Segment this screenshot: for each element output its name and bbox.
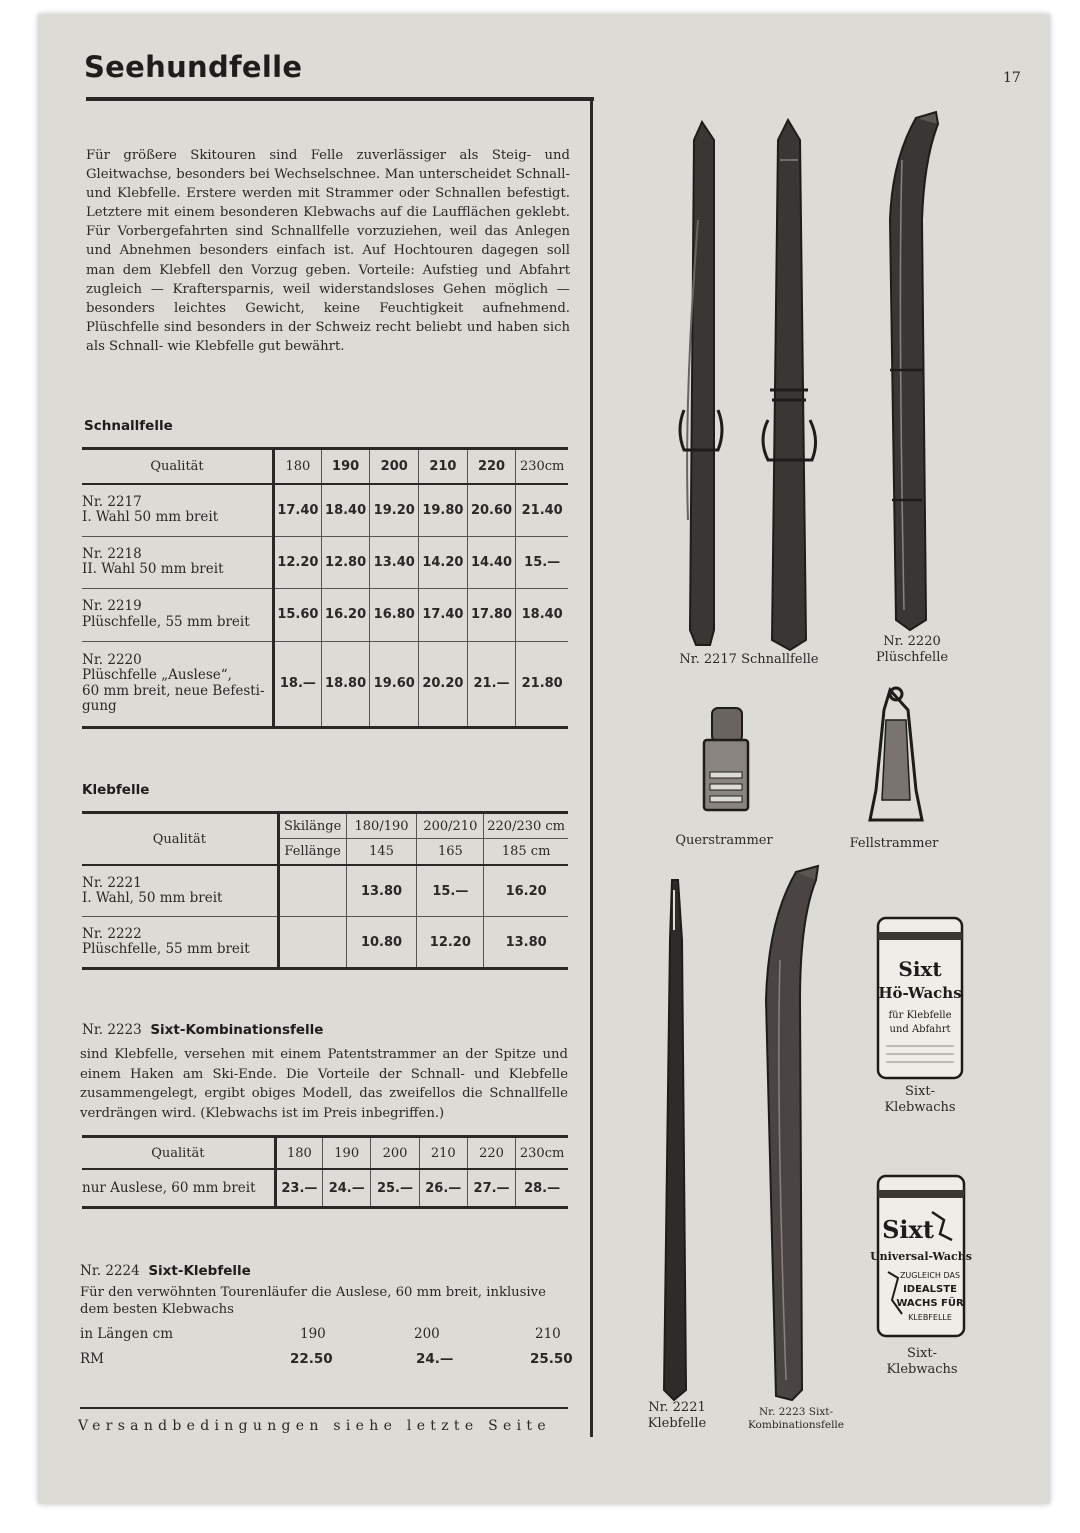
- skilaenge-label: Skilänge: [278, 813, 346, 839]
- kombination-table: [82, 1135, 568, 1209]
- caption-line: Nr. 2220: [883, 634, 941, 649]
- footer-text: Versandbedingungen siehe letzte Seite: [78, 1418, 551, 1434]
- price-cell: 25.50: [530, 1351, 573, 1367]
- table-row: [82, 484, 568, 536]
- price-cell: 19.20: [370, 484, 419, 536]
- caption-nr2217: Nr. 2217 Schnallfelle: [679, 652, 819, 667]
- price-cell: 13.80: [484, 917, 568, 969]
- length-value: 210: [535, 1326, 561, 1342]
- price-cell: 10.80: [346, 917, 417, 969]
- tin-brand: Sixt: [882, 1215, 934, 1244]
- empty-cell: [278, 865, 346, 917]
- item-desc: II. Wahl 50 mm breit: [82, 561, 224, 577]
- item-number: Nr. 2218: [82, 545, 142, 562]
- price-cell: 20.20: [419, 641, 468, 727]
- size-header: 190: [321, 449, 370, 485]
- price-cell: 19.60: [370, 641, 419, 727]
- empty-cell: [278, 917, 346, 969]
- caption-line: Klebfelle: [647, 1416, 707, 1431]
- caption-klebwachs-1: [868, 1084, 972, 1116]
- length-value: 190: [300, 1326, 326, 1342]
- caption-nr2220: [862, 634, 962, 666]
- title-rule: [86, 97, 594, 101]
- price-cell: 24.—: [323, 1169, 371, 1208]
- price-cell: 20.60: [467, 484, 516, 536]
- quality-header: Qualität: [82, 813, 278, 866]
- caption-nr2221: [632, 1400, 722, 1432]
- price-cell: 25.—: [371, 1169, 419, 1208]
- length-value: 200: [414, 1326, 440, 1342]
- price-cell: 16.20: [484, 865, 568, 917]
- wax-tin-ho-wachs: [878, 918, 962, 1078]
- kombination-heading: Sixt-Kombinationsfelle: [150, 1022, 324, 1038]
- item-desc: gung: [82, 698, 117, 714]
- size-header: 200: [371, 1137, 419, 1170]
- table-row: [82, 536, 568, 588]
- price-cell: 21.40: [516, 484, 568, 536]
- skilaenge-value: 220/230 cm: [484, 813, 568, 839]
- tin-line: und Abfahrt: [889, 1024, 951, 1035]
- price-cell: 26.—: [419, 1169, 467, 1208]
- klebfelle-table: [82, 811, 568, 970]
- tin-line: ZUGLEICH DAS: [899, 1271, 961, 1280]
- caption-line: Nr. 2221: [648, 1400, 706, 1415]
- klebfelle-heading: Klebfelle: [82, 782, 150, 798]
- price-cell: 23.—: [275, 1169, 322, 1208]
- size-header: 210: [419, 1137, 467, 1170]
- item-number: Nr. 2217: [82, 493, 142, 510]
- sixt-klebfelle-title: [80, 1263, 251, 1279]
- price-cell: 18.40: [516, 588, 568, 641]
- fellaenge-value: 185 cm: [484, 839, 568, 866]
- item-number: Nr. 2223: [82, 1022, 142, 1038]
- size-header: 190: [323, 1137, 371, 1170]
- sixt-klebfelle-text: Für den verwöhnten Tourenläufer die Auslese, 60 mm breit, inklusive dem besten Klebwachs: [80, 1285, 546, 1317]
- tin-brand: Sixt: [898, 957, 942, 981]
- caption-line: Klebwachs: [884, 1100, 956, 1115]
- price-cell: 13.80: [346, 865, 417, 917]
- size-header: 220: [467, 449, 516, 485]
- schnallfelle-table: [82, 447, 568, 729]
- item-desc: I. Wahl, 50 mm breit: [82, 890, 223, 906]
- size-header: 180: [274, 449, 322, 485]
- tin-line: WACHS FÜR: [896, 1298, 964, 1309]
- table-header-row: [82, 1137, 568, 1170]
- table-row: [82, 917, 568, 969]
- price-cell: 17.40: [419, 588, 468, 641]
- item-number: Nr. 2221: [82, 874, 142, 891]
- tin-product: Hö-Wachs: [878, 984, 962, 1002]
- size-header: 210: [419, 449, 468, 485]
- price-cell: 14.40: [467, 536, 516, 588]
- wax-tin-universal-wachs: [870, 1176, 972, 1336]
- price-cell: 24.—: [416, 1351, 454, 1367]
- tin-line: KLEBFELLE: [908, 1313, 952, 1322]
- price-cell: 28.—: [516, 1169, 568, 1208]
- item-desc: Plüschfelle, 55 mm breit: [82, 613, 250, 630]
- skilaenge-value: 180/190: [346, 813, 417, 839]
- column-rule: [590, 97, 593, 1437]
- item-desc: Plüschfelle, 55 mm breit: [82, 941, 250, 957]
- size-header: 200: [370, 449, 419, 485]
- tin-line: für Klebfelle: [888, 1010, 952, 1021]
- page-title: Seehundfelle: [84, 50, 303, 84]
- price-cell: 17.40: [274, 484, 322, 536]
- tin-product: Universal-Wachs: [870, 1250, 972, 1263]
- table-header-row: [82, 449, 568, 485]
- price-cell: 22.50: [290, 1351, 333, 1367]
- table-row: [82, 865, 568, 917]
- page-number: 17: [1003, 70, 1021, 86]
- caption-nr2223: [730, 1406, 862, 1432]
- price-cell: 18.—: [274, 641, 322, 727]
- kombination-text: sind Klebfelle, versehen mit einem Patentstrammer an der Spitze und einem Haken am Ski-Ende. Die Vorteile der Schnall- und Klebfelle zusammengelegt, ergibt obiges Modell, das zweifellos die Schnallfelle verdrängen wird. (Klebwachs ist im Preis inbegriffen.): [80, 1047, 568, 1121]
- item-desc: I. Wahl 50 mm breit: [82, 509, 219, 526]
- caption-line: Nr. 2223 Sixt-: [758, 1406, 834, 1418]
- price-cell: 15.60: [274, 588, 322, 641]
- querstrammer-illustration: [704, 708, 748, 810]
- price-cell: 12.20: [274, 536, 322, 588]
- currency-label: RM: [80, 1351, 104, 1367]
- price-cell: 21.—: [467, 641, 516, 727]
- price-cell: 19.80: [419, 484, 468, 536]
- fellaenge-value: 145: [346, 839, 417, 866]
- table-row: [82, 641, 568, 727]
- item-number: Nr. 2220: [82, 651, 142, 668]
- price-cell: 14.20: [419, 536, 468, 588]
- caption-line: Kombinationsfelle: [747, 1419, 845, 1431]
- fellaenge-label: Fellänge: [278, 839, 346, 866]
- price-cell: 15.—: [516, 536, 568, 588]
- caption-line: Sixt-: [906, 1346, 937, 1361]
- ski-kombinationsfell-illustration: [766, 866, 818, 1400]
- price-cell: 21.80: [516, 641, 568, 727]
- quality-header: Qualität: [82, 1137, 275, 1170]
- schnallfelle-heading: Schnallfelle: [84, 418, 173, 434]
- caption-line: Klebwachs: [886, 1362, 958, 1377]
- tin-line: IDEALSTE: [903, 1284, 957, 1295]
- price-cell: 12.20: [417, 917, 484, 969]
- size-header: 220: [467, 1137, 515, 1170]
- price-cell: 27.—: [467, 1169, 515, 1208]
- price-cell: 13.40: [370, 536, 419, 588]
- table-row: [82, 1169, 568, 1208]
- price-cell: 17.80: [467, 588, 516, 641]
- item-desc: Plüschfelle „Auslese“,: [82, 667, 232, 683]
- price-cell: 15.—: [417, 865, 484, 917]
- ski-schnallfell-illustration: [680, 112, 938, 650]
- footer-rule: [80, 1407, 568, 1409]
- item-number: Nr. 2222: [82, 925, 142, 942]
- skilaenge-value: 200/210: [417, 813, 484, 839]
- fellaenge-value: 165: [417, 839, 484, 866]
- intro-paragraph: Für größere Skitouren sind Felle zuverlässiger als Steig- und Gleitwachse, besonders bei Wechselschnee. Man unterscheidet Schnall- und Klebfelle. Erstere werden mit Strammer oder Schnallen befestigt. Letztere mit einem besonderen Klebwachs auf die Laufflächen geklebt. Für Vorbergefahrten sind Schnallfelle vorzuziehen, weil das Anlegen und Abnehmen besonders einfach ist. Auf Hochtouren dagegen soll man dem Klebfell den Vorzug geben. Vorteile: Aufstieg und Abfahrt zugleich — Kraftersparnis, weil widerstandsloses Gehen möglich — besonders leichtes Gewicht, keine Feuchtigkeit aufnehmend. Plüschfelle sind besonders in der Schweiz recht beliebt und haben sich als Schnall- wie Klebfelle gut bewährt.: [86, 148, 570, 354]
- caption-querstrammer: Querstrammer: [675, 833, 773, 848]
- fellstrammer-illustration: [870, 688, 922, 820]
- table-header-row: [82, 813, 568, 839]
- item-number: Nr. 2224: [80, 1263, 140, 1279]
- ski-klebfell-illustration: [664, 880, 686, 1400]
- price-cell: 16.20: [321, 588, 370, 641]
- price-cell: 16.80: [370, 588, 419, 641]
- length-label: in Längen cm: [80, 1326, 173, 1342]
- caption-klebwachs-2: [870, 1346, 974, 1378]
- price-cell: 18.80: [321, 641, 370, 727]
- illustrations: [640, 100, 1000, 1440]
- price-cell: 18.40: [321, 484, 370, 536]
- row-label: nur Auslese, 60 mm breit: [82, 1169, 275, 1208]
- sixt-klebfelle-heading: Sixt-Klebfelle: [148, 1263, 251, 1279]
- size-header: 230cm: [516, 1137, 568, 1170]
- table-row: [82, 588, 568, 641]
- kombination-title: [82, 1022, 323, 1038]
- size-header: 180: [275, 1137, 322, 1170]
- caption-fellstrammer: Fellstrammer: [849, 836, 939, 851]
- price-cell: 12.80: [321, 536, 370, 588]
- caption-line: Sixt-: [904, 1084, 935, 1099]
- size-header: 230cm: [516, 449, 568, 485]
- quality-header: Qualität: [82, 449, 274, 485]
- caption-line: Plüschfelle: [875, 650, 949, 665]
- item-desc: 60 mm breit, neue Befesti-: [82, 682, 265, 699]
- item-number: Nr. 2219: [82, 598, 142, 614]
